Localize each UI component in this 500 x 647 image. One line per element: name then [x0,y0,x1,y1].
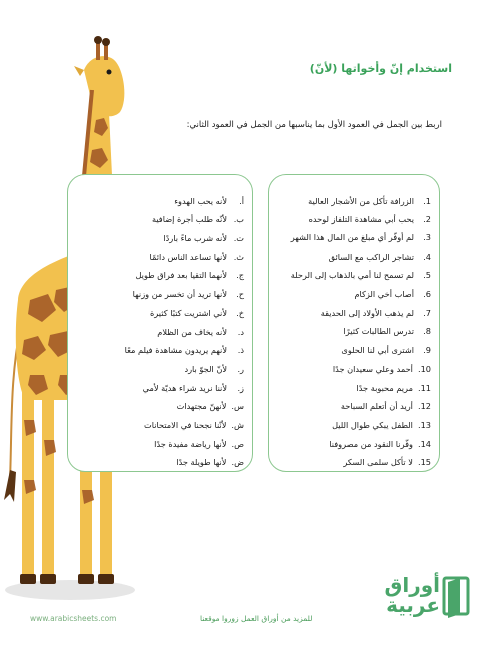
instruction-text: اربط بين الجمل في العمود الأول بما يناسبها من الجمل في العمود الثاني: [186,120,442,130]
column-one-item [275,396,431,416]
column-one-item [275,378,431,398]
item-text: لأنها طويلة جدًا [176,456,227,467]
item-text: أصاب أخي الزكام [354,288,414,299]
item-letter: ش. [231,419,244,430]
item-text: الزرافة تأكل من الأشجار العالية [308,195,414,206]
item-text: لأنهما التقيا بعد فراق طويل [135,269,227,280]
item-number: 8. [423,325,431,336]
item-letter: ث. [233,251,244,262]
item-text: وفّرنا النقود من مصروفنا [329,438,413,449]
item-text: مريم محبوبة جدًا [356,382,413,393]
column-one-item [275,247,431,267]
column-one-item [275,265,431,285]
item-text: لم يذهب الأولاد إلى الحديقة [320,307,414,318]
column-two-item [74,340,244,360]
column-one-box [268,174,440,472]
item-text: لأنّنا نجحنا في الامتحانات [144,419,227,430]
item-number: 5. [423,269,431,280]
item-number: 3. [423,231,431,242]
item-number: 15. [417,456,431,467]
item-letter: ذ. [237,344,244,355]
column-one-item [275,340,431,360]
item-text: تشاجر الراكب مع السائق [328,251,414,262]
column-two-item [74,247,244,267]
item-letter: ر. [237,363,244,374]
item-text: أريد أن أتعلم السباحة [340,400,413,411]
column-one-item [275,415,431,435]
column-two-item [74,228,244,248]
item-number: 9. [423,344,431,355]
item-letter: أ. [239,195,244,206]
item-number: 10. [417,363,431,374]
column-one-item [275,359,431,379]
column-one-item [275,452,431,472]
column-two-item [74,209,244,229]
item-text: لأنهنّ مجتهدات [176,400,227,411]
item-number: 1. [423,195,431,206]
item-number: 13. [417,419,431,430]
item-letter: ز. [237,382,244,393]
column-two-item [74,359,244,379]
column-two-item [74,265,244,285]
column-two-item [74,322,244,342]
footer-promo-text: للمزيد من أوراق العمل زوروا موقعنا [200,614,313,623]
website-link[interactable]: www.arabicsheets.com [30,614,117,623]
item-letter: ب. [233,213,244,224]
item-text: لأنها تريد أن تخسر من وزنها [132,288,227,299]
worksheet-title: استخدام إنّ وأخواتها (لأنّ) [309,62,452,75]
column-two-item [74,415,244,435]
item-letter: ح. [236,288,244,299]
item-letter: ص. [231,438,244,449]
column-one-item [275,191,431,211]
item-text: لأنه يحب الهدوء [174,195,227,206]
item-text: لم أوفّر أي مبلغ من المال هذا الشهر [290,231,414,242]
item-text: لأنها تساعد الناس دائمًا [149,251,227,262]
item-number: 7. [423,307,431,318]
item-letter: ض. [231,456,244,467]
column-two-item [74,378,244,398]
logo-line-1: أوراق [384,573,440,597]
item-text: لم تسمح لنا أمي بالذهاب إلى الرحلة [290,269,414,280]
item-text: لأنه شرب ماءً باردًا [163,232,227,243]
item-text: الطفل يبكي طوال الليل [332,419,413,430]
item-text: لا تأكل سلمى السكر [343,456,413,467]
item-number: 12. [417,400,431,411]
item-text: اشترى أبي لنا الحلوى [341,344,414,355]
column-one-item [275,321,431,341]
item-text: لأنّه طلب أجرة إضافية [151,213,227,224]
item-text: لأنها رياضة مفيدة جدًا [154,438,227,449]
item-number: 4. [423,251,431,262]
item-text: يحب أبي مشاهدة التلفاز لوحده [308,213,414,224]
logo-wordmark [378,575,440,615]
column-one-item [275,434,431,454]
item-number: 14. [417,438,431,449]
logo-line-2: عربية [386,593,440,617]
item-text: لأنهم يريدون مشاهدة فيلم معًا [124,344,227,355]
item-text: أحمد وعلي سعيدان جدًا [332,363,413,374]
column-two-item [74,284,244,304]
item-text: لأننا نريد شراء هديّة لأمي [142,382,227,393]
column-two-item [74,452,244,472]
item-number: 2. [423,213,431,224]
column-two-box [67,174,253,472]
column-two-item [74,434,244,454]
column-one-item [275,227,431,247]
item-number: 11. [417,382,431,393]
item-letter: خ. [236,307,244,318]
item-letter: د. [237,326,244,337]
column-one-item [275,284,431,304]
column-two-item [74,191,244,211]
item-letter: ج. [236,269,244,280]
column-one-item [275,209,431,229]
item-text: تدرس الطالبات كثيرًا [343,325,414,336]
item-text: لأني اشتريت كتبًا كثيرة [149,307,227,318]
column-two-item [74,396,244,416]
column-one-item [275,303,431,323]
item-letter: ت. [233,232,244,243]
item-letter: س. [231,400,244,411]
item-text: لأنّ الجوّ بارد [184,363,227,374]
item-number: 6. [423,288,431,299]
item-text: لأنه يخاف من الظلام [157,326,227,337]
column-two-item [74,303,244,323]
